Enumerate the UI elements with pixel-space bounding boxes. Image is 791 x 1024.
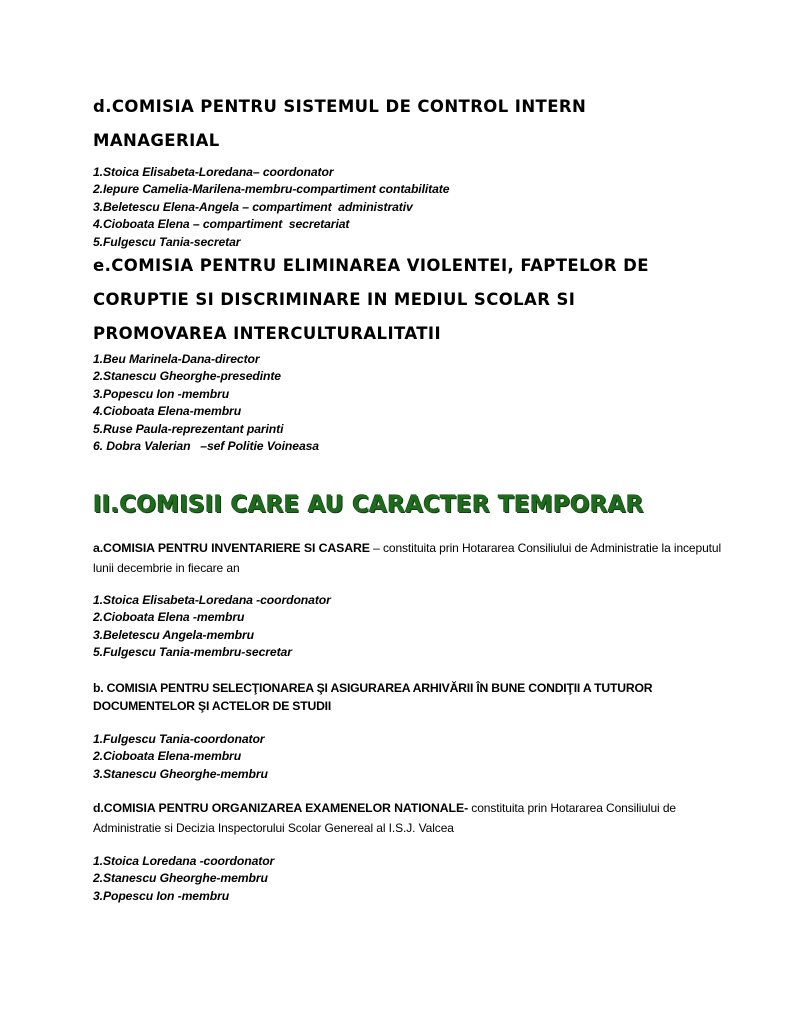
member-item: 4.Cioboata Elena-membru: [93, 404, 242, 419]
section-e-title-line1: e.COMISIA PENTRU ELIMINAREA VIOLENTEI, FAPTELOR DE: [93, 256, 649, 275]
commission-d-description: constituita prin Hotararea Consiliului de Administratie si Decizia Inspectorului Scolar Genereal al I.S.J. Valcea: [93, 801, 676, 835]
member-item: 5.Fulgescu Tania-membru-secretar: [93, 645, 292, 660]
section-d-title: [93, 90, 586, 158]
commission-a-paragraph: [93, 538, 733, 578]
member-item: 2.Stanescu Gheorghe-membru: [93, 871, 268, 886]
member-item: 2.Iepure Camelia-Marilena-membru-compartiment contabilitate: [93, 182, 450, 197]
member-item: 6. Dobra Valerian –sef Politie Voineasa: [93, 439, 319, 454]
section-e-title: [93, 249, 649, 351]
commission-b-members: [93, 731, 268, 783]
section-e-title-line3: PROMOVAREA INTERCULTURALITATII: [93, 324, 441, 343]
section-d-title-line1: d.COMISIA PENTRU SISTEMUL DE CONTROL INTERN: [93, 97, 587, 116]
member-item: 2.Stanescu Gheorghe-presedinte: [93, 369, 281, 384]
member-item: 4.Cioboata Elena – compartiment secretariat: [93, 217, 350, 232]
member-item: 1.Fulgescu Tania-coordonator: [93, 732, 265, 746]
member-item: 1.Beu Marinela-Dana-director: [93, 352, 260, 366]
commission-a-description: – constituita prin Hotararea Consiliului de Administratie la inceputul lunii decembrie in fiecare an: [93, 541, 722, 575]
member-item: 3.Popescu Ion -membru: [93, 386, 230, 401]
member-item: 1.Stoica Elisabeta-Loredana– coordonator: [93, 165, 334, 179]
member-item: 2.Cioboata Elena-membru: [93, 749, 242, 764]
commission-a-title: a.COMISIA PENTRU INVENTARIERE SI CASARE: [93, 541, 370, 555]
member-item: 3.Beletescu Angela-membru: [93, 627, 254, 642]
member-item: 3.Beletescu Elena-Angela – compartiment administrativ: [93, 199, 413, 214]
section-d-title-line2: MANAGERIAL: [93, 131, 220, 150]
commission-d-paragraph: [93, 798, 733, 838]
section-e-title-line2: CORUPTIE SI DISCRIMINARE IN MEDIUL SCOLAR SI: [93, 290, 576, 309]
commission-d-title: d.COMISIA PENTRU ORGANIZAREA EXAMENELOR NATIONALE-: [93, 801, 469, 815]
commission-d-members: [93, 853, 274, 905]
commission-a-members: [93, 592, 331, 662]
part-two-heading: II.COMISII CARE AU CARACTER TEMPORAR: [93, 492, 644, 518]
member-item: 5.Fulgescu Tania-secretar: [93, 234, 241, 249]
member-item: 1.Stoica Loredana -coordonator: [93, 854, 275, 868]
member-item: 5.Ruse Paula-reprezentant parinti: [93, 421, 284, 436]
commission-b-title: b. COMISIA PENTRU SELECŢIONAREA ŞI ASIGURAREA ARHIVĂRII ÎN BUNE CONDIŢII A TUTUROR DOCUMENTELOR ŞI ACTELOR DE STUDII: [93, 681, 653, 713]
member-item: 3.Popescu Ion -membru: [93, 888, 230, 903]
section-e-members: [93, 351, 319, 455]
member-item: 1.Stoica Elisabeta-Loredana -coordonator: [93, 593, 331, 607]
member-item: 3.Stanescu Gheorghe-membru: [93, 766, 268, 781]
section-d-members: [93, 164, 449, 251]
member-item: 2.Cioboata Elena -membru: [93, 610, 245, 625]
